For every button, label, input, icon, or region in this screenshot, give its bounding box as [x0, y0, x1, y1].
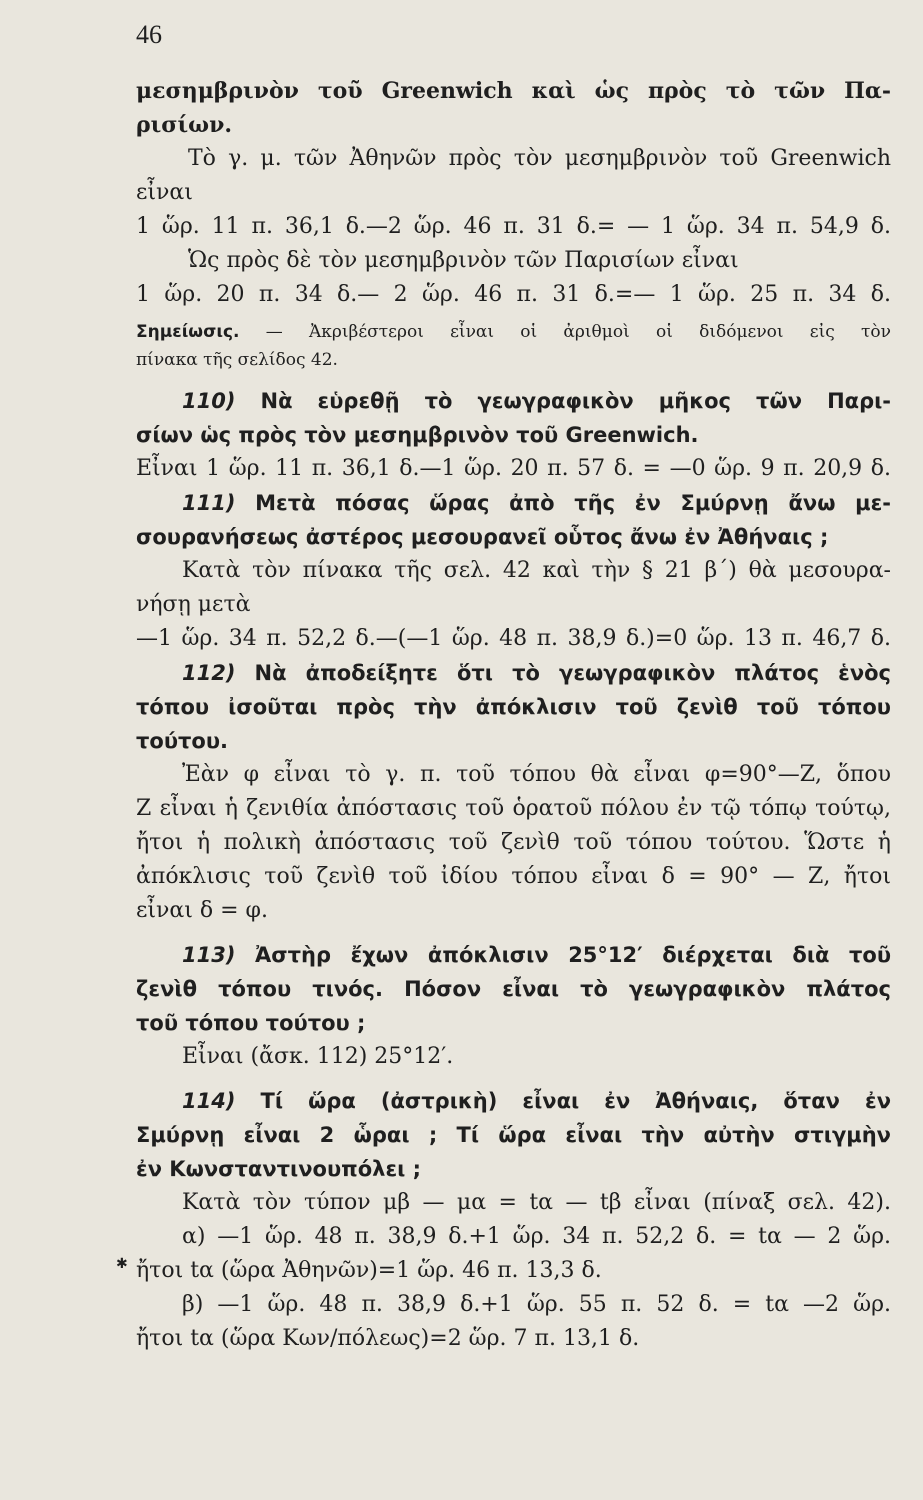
exercise-113-answer-1: Εἶναι (ἄσκ. 112) 25°12′. [182, 1044, 454, 1069]
exercise-113-question-2: ζενὶθ τόπου τινός. Πόσον εἶναι τὸ γεωγραφικὸν πλάτος [136, 977, 891, 1001]
intro-line-1: μεσημβρινὸν τοῦ Greenwich καὶ ὡς πρὸς τὸ τῶν Πα- [136, 78, 891, 104]
intro-line-5: 1 ὥρ. 11 π. 36,1 δ.—2 ὥρ. 46 π. 31 δ.= — 1 ὥρ. 34 π. 54,9 δ. [136, 214, 891, 239]
note-line-2: πίνακα τῆς σελίδος 42. [136, 350, 338, 370]
exercise-112-answer-3: ἤτοι ἡ πολικὴ ἀπόστασις τοῦ ζενὶθ τοῦ τόπου τούτου. Ὥστε ἡ [136, 830, 891, 855]
exercise-113-question-1: Ἀστὴρ ἔχων ἀπόκλισιν 25°12′ διέρχεται διὰ τοῦ [255, 943, 891, 967]
exercise-112-number: 112) [182, 661, 236, 685]
exercise-113-number: 113) [182, 943, 236, 967]
exercise-114-number: 114) [182, 1089, 236, 1113]
note [136, 318, 891, 374]
exercise-114-answer-2: α) —1 ὥρ. 48 π. 38,9 δ.+1 ὥρ. 34 π. 52,2 δ. = tα — 2 ὥρ. [182, 1224, 891, 1249]
exercise-114-question-1: Τί ὥρα (ἀστρικὴ) εἶναι ἐν Ἀθήναις, ὅταν ἐν [260, 1089, 891, 1113]
intro-line-3: Τὸ γ. μ. τῶν Ἀθηνῶν πρὸς τὸν μεσημβρινὸν τοῦ Greenwich [188, 146, 891, 171]
body-text [136, 74, 891, 1356]
exercise-112-answer-4: ἀπόκλισις τοῦ ζενὶθ τοῦ ἰδίου τόπου εἶναι δ = 90° — Ζ, ἤτοι [136, 864, 891, 889]
exercise-112-question-1: Νὰ ἀποδείξητε ὅτι τὸ γεωγραφικὸν πλάτος ἑνὸς [254, 661, 891, 685]
margin-mark: ✱ [116, 1256, 128, 1272]
exercise-112-answer-5: εἶναι δ = φ. [136, 898, 268, 923]
exercise-114-answer-1: Κατὰ τὸν τύπον μβ — μα = tα — tβ εἶναι (πίναξ σελ. 42). [182, 1190, 891, 1215]
exercise-110-question-1: Νὰ εὑρεθῇ τὸ γεωγραφικὸν μῆκος τῶν Παρι- [260, 389, 891, 413]
exercise-111-answer-2: νήσῃ μετὰ [136, 592, 251, 617]
exercise-111-question-2: σουρανήσεως ἀστέρος μεσουρανεῖ οὗτος ἄνω ἐν Ἀθήναις ; [136, 525, 829, 549]
exercise-114-question-2: Σμύρνῃ εἶναι 2 ὧραι ; Τί ὥρα εἶναι τὴν αὐτὴν στιγμὴν [136, 1123, 891, 1147]
exercise-113-question-3: τοῦ τόπου τούτου ; [136, 1011, 366, 1035]
exercise-112-question-3: τούτου. [136, 729, 228, 753]
intro-line-6: Ὡς πρὸς δὲ τὸν μεσημβρινὸν τῶν Παρισίων εἶναι [188, 248, 739, 273]
note-line-1: — Ἀκριβέστεροι εἶναι οἱ ἀριθμοὶ οἱ διδόμενοι εἰς τὸν [265, 322, 891, 342]
exercise-114-answer-3: ἤτοι tα (ὥρα Ἀθηνῶν)=1 ὥρ. 46 π. 13,3 δ. [136, 1258, 602, 1283]
intro-line-2: ρισίων. [136, 112, 233, 138]
exercise-112-question-2: τόπου ἰσοῦται πρὸς τὴν ἀπόκλισιν τοῦ ζενὶθ τοῦ τόπου [136, 695, 891, 719]
exercise-110-question-2: σίων ὡς πρὸς τὸν μεσημβρινὸν τοῦ Greenwich. [136, 423, 699, 447]
exercise-114-answer-5: ἤτοι tα (ὥρα Κων/πόλεως)=2 ὥρ. 7 π. 13,1 δ. [136, 1326, 640, 1351]
exercise-111-answer-3: —1 ὥρ. 34 π. 52,2 δ.—(—1 ὥρ. 48 π. 38,9 δ.)=0 ὥρ. 13 π. 46,7 δ. [136, 626, 891, 651]
note-label: Σημείωσις. [136, 322, 240, 342]
exercise-112-answer-2: Ζ εἶναι ἡ ζενιθία ἀπόστασις τοῦ ὁρατοῦ πόλου ἐν τῷ τόπῳ τούτῳ, [136, 796, 891, 821]
exercise-114-question-3: ἐν Κωνσταντινουπόλει ; [136, 1157, 422, 1181]
exercise-110-answer-1: Εἶναι 1 ὥρ. 11 π. 36,1 δ.—1 ὥρ. 20 π. 57 δ. = —0 ὥρ. 9 π. 20,9 δ. [136, 456, 891, 481]
exercise-110-number: 110) [182, 389, 236, 413]
exercise-112-answer-1: Ἐὰν φ εἶναι τὸ γ. π. τοῦ τόπου θὰ εἶναι φ=90°—Ζ, ὅπου [182, 762, 891, 787]
intro-line-4: εἶναι [136, 180, 193, 205]
page-number: 46 [136, 20, 162, 49]
exercise-111-answer-1: Κατὰ τὸν πίνακα τῆς σελ. 42 καὶ τὴν § 21 β΄) θὰ μεσουρα- [182, 558, 891, 583]
exercise-111-number: 111) [182, 491, 236, 515]
exercise-111-question-1: Μετὰ πόσας ὥρας ἀπὸ τῆς ἐν Σμύρνῃ ἄνω με- [255, 491, 891, 515]
exercise-114-answer-4: β) —1 ὥρ. 48 π. 38,9 δ.+1 ὥρ. 55 π. 52 δ. = tα —2 ὥρ. [182, 1292, 891, 1317]
intro-line-7: 1 ὥρ. 20 π. 34 δ.— 2 ὥρ. 46 π. 31 δ.=— 1 ὥρ. 25 π. 34 δ. [136, 282, 891, 307]
